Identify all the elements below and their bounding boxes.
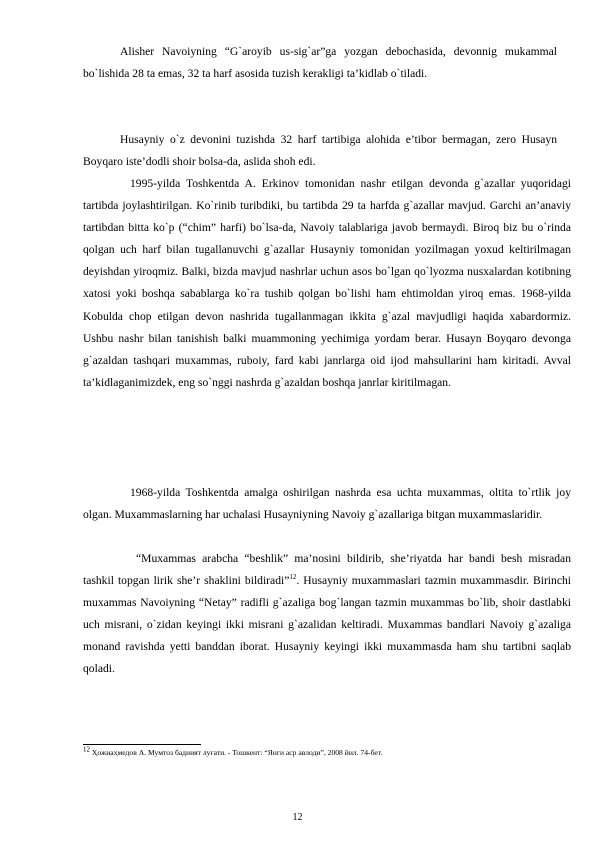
footnote-divider (83, 744, 201, 745)
page-number: 12 (292, 812, 303, 823)
footnote-reference[interactable]: 12 (289, 573, 297, 582)
footnote-text: Ҳожиаҳмедов А. Мумтоз бадиият луғати. - Тошкент: “Янги аср авлоди”, 2008 йил. 74-бет. (90, 748, 383, 757)
footnote-number: 12 (83, 745, 90, 754)
footnote (83, 745, 557, 758)
paragraph-5-continuation: . Husayniy muxammaslari tazmin muxammasdir. Birinchi muxammas Navoiyning “Netay” radifli g`azaliga bog`langan tazmin muxammas bo`lib, shoir dastlabki uch misrani, o`zidan keyingi ikki misrani g`azalidan keltiradi. Muxammas bandlari Navoiy g`azaliga monand ravishda yetti banddan iborat. Husayniy keyingi ikki muxammasda ham shu tartibni saqlab qoladi. (83, 574, 571, 676)
paragraph-2: Husayniy o`z devonini tuzishda 32 harf tartibiga alohida e’tibor bermagan, zero Husayn Boyqaro iste’dodli shoir bolsa-da, aslida shoh edi. (83, 133, 557, 169)
paragraph-1: Alisher Navoiyning “G`aroyib us-sig`ar”ga yozgan debochasida, devonnig mukammal bo`lishida 28 ta emas, 32 ta harf asosida tuzish kerakligi ta’kidlab o`tiladi. (83, 45, 557, 81)
paragraph-3: 1995-yilda Toshkentda A. Erkinov tomonidan nashr etilgan devonda g`azallar yuqoridagi tartibda joylashtirilgan. Ko`rinib turibdiki, bu tartibda 29 ta harfda g`azallar mavjud. Garchi an’anaviy tartibdan bitta ko`p (“chim” harfi) bo`lsa-da, Navoiy talablariga javob bermaydi. Biroq biz bu o`rinda qolgan uch harf bilan tugallanuvchi g`azallar Husayniy tomonidan yozilmagan yoxud keltirilmagan deyishdan yiroqmiz. Balki, bizda mavjud nashrlar uchun asos bo`lgan qo`lyozma nusxalardan kotibning xatosi yoki boshqa sabablarga ko`ra tushib qolgan bo`lishi ham ehtimoldan yiroq emas. 1968-yilda Kobulda chop etilgan devon nashrida tugallanmagan ikkita g`azal mavjudligi haqida xabardormiz. Ushbu nashr bilan tanishish balki muammoning yechimiga yordam berar. Husayn Boyqaro devonga g`azaldan tashqari muxammas, ruboiy, fard kabi janrlarga oid ijod mahsullarini ham kiritadi. Avval ta’kidlaganimizdek, eng so`nggi nashrda g`azaldan boshqa janrlar kiritilmagan. (83, 177, 571, 389)
paragraph-5-text: “Muxammas arabcha “beshlik” ma’nosini bildirib, she’riyatda har bandi besh misradan tashkil topgan lirik she’r shaklini bildiradi” (83, 552, 571, 588)
paragraph-4: 1968-yilda Toshkentda amalga oshirilgan nashrda esa uchta muxammas, oltita to`rtlik joy olgan. Muxammaslarning har uchalasi Husayniyning Navoiy g`azallariga bitgan muxammaslaridir. (83, 486, 571, 522)
paragraph-5 (83, 548, 571, 681)
